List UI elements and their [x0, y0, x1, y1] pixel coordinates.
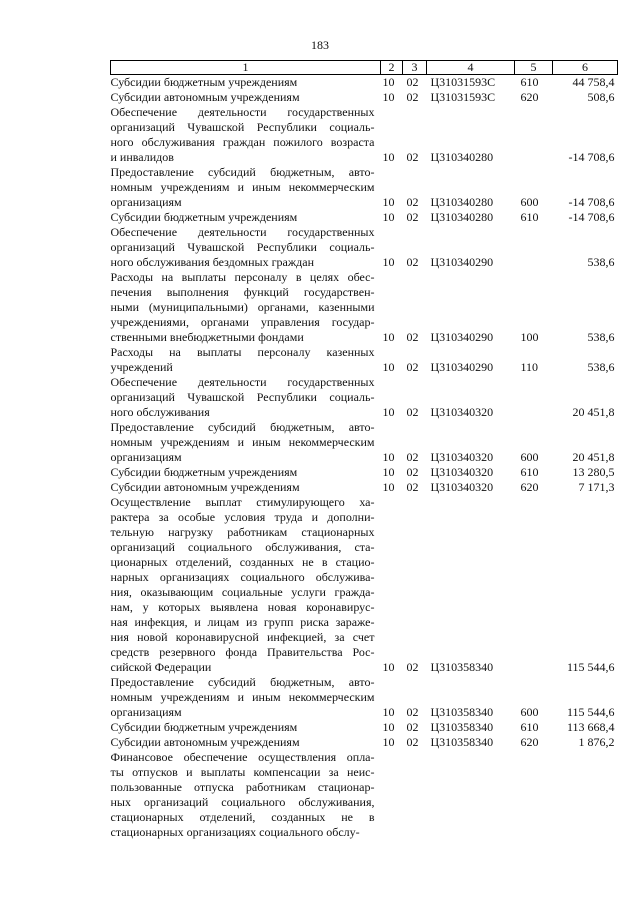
- page-number: 183: [311, 38, 329, 52]
- section-code: 10: [382, 90, 395, 104]
- expense-type-code: [515, 750, 553, 840]
- section-code: 10: [382, 720, 395, 734]
- description-line: номным учреждениям и иным некоммерческим: [110, 180, 375, 194]
- target-article-code: Ц310358340: [430, 720, 494, 734]
- row-description: [111, 675, 381, 720]
- description-line: печения выполнения функций государствен-: [110, 285, 375, 299]
- target-article-code: [427, 750, 515, 840]
- amount: 113 668,4: [566, 720, 615, 734]
- target-article-code: Ц310340290: [430, 360, 494, 374]
- section-code: 10: [382, 465, 395, 479]
- expense-type-code: 610: [520, 465, 539, 479]
- description-line: Субсидии бюджетным учреждениям: [110, 210, 298, 224]
- section-code: 10: [382, 450, 395, 464]
- subsection-code: 02: [406, 705, 419, 719]
- description-line: ционарных отделений, созданных не в стацио-: [110, 555, 375, 569]
- description-line: ственными внебюджетными фондами: [110, 330, 304, 344]
- table-row: [111, 165, 618, 210]
- description-line: организаций Чувашской Республики социаль-: [110, 390, 375, 404]
- amount: 538,6: [587, 330, 615, 344]
- section-code: 10: [382, 150, 395, 164]
- description-line: Обеспечение деятельности государственных: [110, 375, 375, 389]
- description-line: нам, у которых выявлена новая коронавирус-: [110, 600, 375, 614]
- budget-table: [110, 60, 618, 840]
- description-line: Субсидии автономным учреждениям: [110, 735, 300, 749]
- description-line: учреждений: [110, 360, 173, 374]
- subsection-code: 02: [406, 195, 419, 209]
- table-row: [111, 105, 618, 165]
- description-line: ного обслуживания граждан пожилого возраста: [110, 135, 375, 149]
- target-article-code: Ц310340290: [430, 255, 494, 269]
- header-cell: 4: [427, 61, 515, 75]
- section-code: 10: [382, 75, 395, 89]
- subsection-code: 02: [406, 255, 419, 269]
- subsection-code: 02: [406, 465, 419, 479]
- header-cell: 3: [403, 61, 427, 75]
- target-article-code: Ц310340320: [430, 450, 494, 464]
- row-description: [111, 270, 381, 345]
- row-description: [111, 735, 381, 750]
- expense-type-code: 110: [520, 360, 539, 374]
- amount: 115 544,6: [566, 705, 615, 719]
- amount: 13 280,5: [572, 465, 615, 479]
- target-article-code: Ц310340280: [430, 210, 494, 224]
- header-cell: 1: [111, 61, 381, 75]
- row-description: [111, 720, 381, 735]
- amount: 7 171,3: [578, 480, 615, 494]
- target-article-code: Ц310358340: [430, 705, 494, 719]
- target-article-code: Ц310340320: [430, 465, 494, 479]
- expense-type-code: 620: [520, 735, 539, 749]
- header-cell: 2: [381, 61, 403, 75]
- header-cell: 5: [515, 61, 553, 75]
- row-description: [111, 345, 381, 375]
- description-line: организаций Чувашской Республики социаль-: [110, 240, 375, 254]
- row-description: [111, 210, 381, 225]
- subsection-code: 02: [406, 75, 419, 89]
- expense-type-code: [515, 225, 553, 270]
- row-description: [111, 165, 381, 210]
- table-row: [111, 465, 618, 480]
- subsection-code: 02: [406, 660, 419, 674]
- description-line: Расходы на выплаты персоналу в целях обес-: [110, 270, 375, 284]
- row-description: [111, 465, 381, 480]
- subsection-code: 02: [406, 210, 419, 224]
- description-line: ных организаций социального обслуживания,: [110, 795, 375, 809]
- description-line: номным учреждениям и иным некоммерческим: [110, 690, 375, 704]
- section-code: 10: [382, 660, 395, 674]
- section-code: 10: [382, 210, 395, 224]
- target-article-code: Ц310340290: [430, 330, 494, 344]
- table-row: [111, 750, 618, 840]
- description-line: организациям: [110, 705, 182, 719]
- expense-type-code: [515, 495, 553, 675]
- description-line: Обеспечение деятельности государственных: [110, 225, 375, 239]
- section-code: 10: [382, 195, 395, 209]
- target-article-code: Ц310340320: [430, 480, 494, 494]
- section-code: 10: [382, 405, 395, 419]
- description-line: учреждениями, органами управления государ-: [110, 315, 375, 329]
- description-line: ными (муниципальными) органами, казенными: [110, 300, 375, 314]
- section-code: 10: [382, 255, 395, 269]
- expense-type-code: [515, 105, 553, 165]
- table-row: [111, 480, 618, 495]
- description-line: тельную нагрузку работникам стационарных: [110, 525, 375, 539]
- expense-type-code: 610: [520, 720, 539, 734]
- description-line: Обеспечение деятельности государственных: [110, 105, 375, 119]
- section-code: 10: [382, 360, 395, 374]
- amount: [553, 750, 618, 840]
- expense-type-code: 600: [520, 195, 539, 209]
- target-article-code: Ц31031593С: [430, 75, 496, 89]
- amount: -14 708,6: [568, 210, 615, 224]
- row-description: [111, 480, 381, 495]
- expense-type-code: 620: [520, 480, 539, 494]
- section-code: 10: [382, 705, 395, 719]
- table-row: [111, 720, 618, 735]
- table-row: [111, 375, 618, 420]
- table-row: [111, 420, 618, 465]
- description-line: ния новой коронавирусной инфекцией, за счет: [110, 630, 375, 644]
- subsection-code: 02: [406, 360, 419, 374]
- amount: 20 451,8: [572, 450, 615, 464]
- amount: 508,6: [587, 90, 615, 104]
- section-code: 10: [382, 330, 395, 344]
- amount: 538,6: [587, 255, 615, 269]
- description-line: Субсидии бюджетным учреждениям: [110, 720, 298, 734]
- description-line: организаций социального обслуживания, ста-: [110, 540, 375, 554]
- subsection-code: 02: [406, 720, 419, 734]
- expense-type-code: 620: [520, 90, 539, 104]
- description-line: ная инфекция, и лицам из групп риска зараже-: [110, 615, 375, 629]
- amount: 44 758,4: [572, 75, 615, 89]
- expense-type-code: [515, 375, 553, 420]
- description-line: организациям: [110, 195, 182, 209]
- description-line: ного обслуживания: [110, 405, 210, 419]
- description-line: Субсидии автономным учреждениям: [110, 90, 300, 104]
- table-row: [111, 210, 618, 225]
- table-row: [111, 270, 618, 345]
- description-line: и инвалидов: [110, 150, 174, 164]
- description-line: номным учреждениям и иным некоммерческим: [110, 435, 375, 449]
- description-line: Осуществление выплат стимулирующего ха-: [110, 495, 375, 509]
- description-line: Расходы на выплаты персоналу казенных: [110, 345, 375, 359]
- target-article-code: Ц310358340: [430, 660, 494, 674]
- target-article-code: Ц310340280: [430, 150, 494, 164]
- expense-type-code: 100: [520, 330, 539, 344]
- table-row: [111, 735, 618, 750]
- subsection-code: 02: [406, 450, 419, 464]
- amount: -14 708,6: [568, 195, 615, 209]
- row-description: [111, 420, 381, 465]
- description-line: стационарных организациях социального обслу-: [110, 825, 360, 839]
- expense-type-code: 610: [520, 210, 539, 224]
- description-line: сийской Федерации: [110, 660, 212, 674]
- expense-type-code: 600: [520, 705, 539, 719]
- amount: 115 544,6: [566, 660, 615, 674]
- section-code: [381, 750, 403, 840]
- description-line: средств резервного фонда Правительства Рос-: [110, 645, 375, 659]
- description-line: организациям: [110, 450, 182, 464]
- description-line: ния, оказывающим социальные услуги гражда-: [110, 585, 375, 599]
- row-description: [111, 375, 381, 420]
- subsection-code: [403, 750, 427, 840]
- table-body: [111, 75, 618, 841]
- subsection-code: 02: [406, 480, 419, 494]
- amount: 1 876,2: [578, 735, 615, 749]
- description-line: Предоставление субсидий бюджетным, авто-: [110, 675, 375, 689]
- table-row: [111, 90, 618, 105]
- description-line: Предоставление субсидий бюджетным, авто-: [110, 165, 375, 179]
- description-line: Субсидии бюджетным учреждениям: [110, 465, 298, 479]
- description-line: Субсидии бюджетным учреждениям: [110, 75, 298, 89]
- table-row: [111, 495, 618, 675]
- description-line: Финансовое обеспечение осуществления опла-: [110, 750, 375, 764]
- amount: -14 708,6: [568, 150, 615, 164]
- table-row: [111, 75, 618, 91]
- table-row: [111, 225, 618, 270]
- description-line: нарных организациях социального обслужива-: [110, 570, 375, 584]
- description-line: пользованные отпуска работникам стационар-: [110, 780, 375, 794]
- subsection-code: 02: [406, 405, 419, 419]
- row-description: [111, 225, 381, 270]
- subsection-code: 02: [406, 150, 419, 164]
- description-line: стационарных отделений, созданных не в: [110, 810, 375, 824]
- target-article-code: Ц310340320: [430, 405, 494, 419]
- description-line: организаций Чувашской Республики социаль-: [110, 120, 375, 134]
- description-line: ного обслуживания бездомных граждан: [110, 255, 315, 269]
- row-description: [111, 105, 381, 165]
- description-line: Предоставление субсидий бюджетным, авто-: [110, 420, 375, 434]
- description-line: Субсидии автономным учреждениям: [110, 480, 300, 494]
- section-code: 10: [382, 480, 395, 494]
- subsection-code: 02: [406, 330, 419, 344]
- subsection-code: 02: [406, 90, 419, 104]
- row-description: [111, 750, 381, 840]
- row-description: [111, 90, 381, 105]
- row-description: [111, 75, 381, 91]
- header-cell: 6: [553, 61, 618, 75]
- target-article-code: Ц310340280: [430, 195, 494, 209]
- target-article-code: Ц31031593С: [430, 90, 496, 104]
- amount: 538,6: [587, 360, 615, 374]
- description-line: рактера за особые условия труда и дополни-: [110, 510, 375, 524]
- expense-type-code: 600: [520, 450, 539, 464]
- header-row: [111, 61, 618, 75]
- section-code: 10: [382, 735, 395, 749]
- table-row: [111, 675, 618, 720]
- subsection-code: 02: [406, 735, 419, 749]
- target-article-code: Ц310358340: [430, 735, 494, 749]
- amount: 20 451,8: [572, 405, 615, 419]
- row-description: [111, 495, 381, 675]
- table-row: [111, 345, 618, 375]
- expense-type-code: 610: [520, 75, 539, 89]
- description-line: ты отпусков и выплаты компенсации за неис-: [110, 765, 375, 779]
